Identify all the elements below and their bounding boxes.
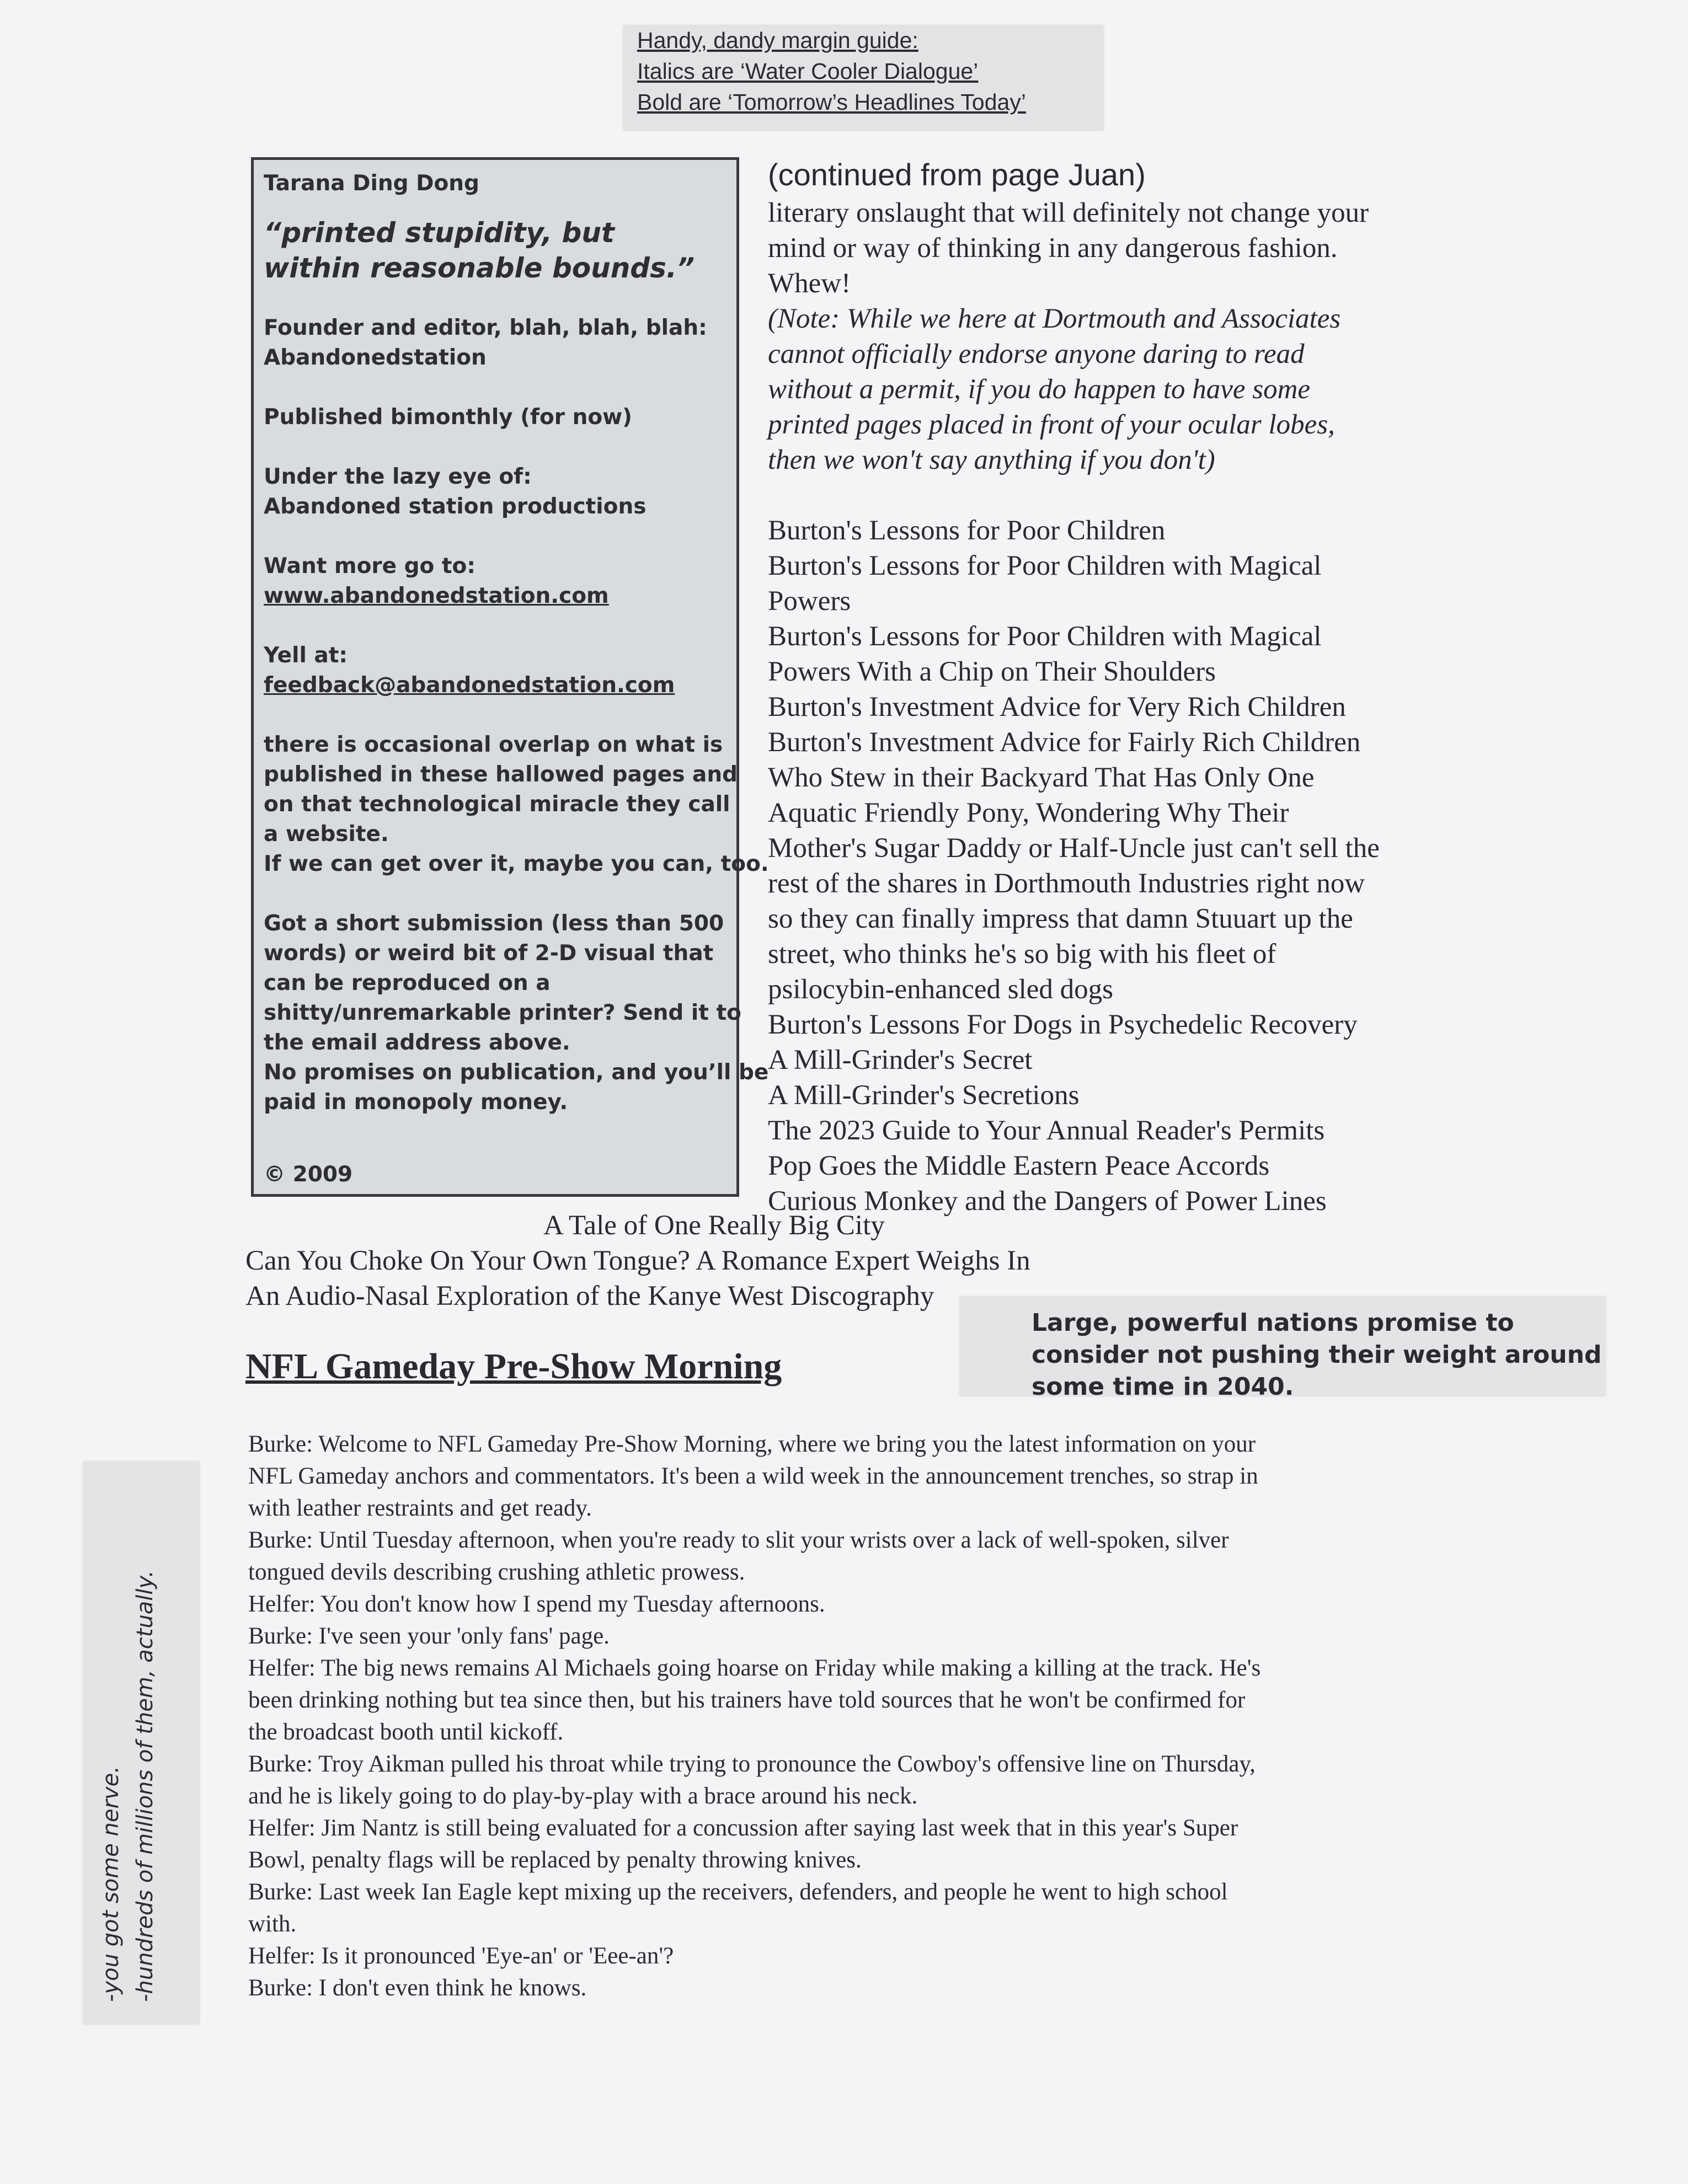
title-line: Burton's Investment Advice for Fairly Rich Children [768, 727, 1361, 758]
title-line: Powers [768, 586, 851, 617]
title-line: psilocybin-enhanced sled dogs [768, 974, 1114, 1005]
overlap-line: If we can get over it, maybe you can, too. [264, 852, 769, 876]
overlap-line: a website. [264, 822, 389, 847]
dialogue-line: Burke: I've seen your 'only fans' page. [248, 1623, 610, 1649]
dialogue-script [248, 1428, 1451, 2004]
title-line: Burton's Lessons for Poor Children with Magical [768, 621, 1322, 652]
dialogue-line: Burke: Welcome to NFL Gameday Pre-Show Morning, where we bring you the latest information on your [248, 1431, 1256, 1457]
copyright: © 2009 [264, 1162, 353, 1187]
lazy-eye-block [264, 462, 728, 522]
submission-line: No promises on publication, and you’ll be [264, 1060, 769, 1085]
motto-line-1: “printed stupidity, but [264, 217, 615, 249]
side-margin-strip [83, 1462, 199, 2024]
title-line: A Mill-Grinder's Secret [768, 1045, 1033, 1075]
headline-strip [960, 1296, 1605, 1401]
note-line: without a permit, if you do happen to have some [768, 374, 1311, 405]
continued-column [768, 154, 1457, 1219]
title-line: Pop Goes the Middle Eastern Peace Accords [768, 1150, 1270, 1181]
dialogue-line: Helfer: Jim Nantz is still being evaluated for a concussion after saying last week that in this year's Super [248, 1815, 1238, 1841]
submission-line: shitty/unremarkable printer? Send it to [264, 1000, 741, 1025]
dialogue-line: Helfer: The big news remains Al Michaels going hoarse on Friday while making a killing at the track. He's [248, 1655, 1261, 1681]
margin-guide-line-2: Italics are ‘Water Cooler Dialogue’ [637, 58, 979, 84]
dialogue-line: with leather restraints and get ready. [248, 1495, 592, 1521]
masthead-motto [264, 215, 728, 286]
note-line: printed pages placed in front of your ocular lobes, [768, 409, 1335, 440]
title-line: Powers With a Chip on Their Shoulders [768, 656, 1216, 687]
title-line: A Tale of One Really Big City [543, 1210, 885, 1241]
section-title: NFL Gameday Pre-Show Morning [245, 1346, 782, 1387]
title-line: so they can finally impress that damn Stuuart up the [768, 903, 1353, 934]
submission-line: can be reproduced on a [264, 971, 551, 995]
margin-guide-strip [623, 25, 1103, 130]
submission-line: paid in monopoly money. [264, 1090, 568, 1115]
submission-line: Got a short submission (less than 500 [264, 911, 724, 936]
title-line: The 2023 Guide to Your Annual Reader's Permits [768, 1115, 1325, 1146]
note-line: then we won't say anything if you don't) [768, 445, 1215, 475]
title-line: Burton's Investment Advice for Very Rich Children [768, 692, 1346, 722]
overlap-note [264, 730, 769, 879]
dialogue-line: Bowl, penalty flags will be replaced by penalty throwing knives. [248, 1847, 862, 1873]
dialogue-line: Helfer: Is it pronounced 'Eye-an' or 'Eee-an'? [248, 1943, 674, 1969]
dialogue-line: Burke: Until Tuesday afternoon, when you're ready to slit your wrists over a lack of well-spoken, silver [248, 1527, 1229, 1553]
dialogue-line: Helfer: You don't know how I spend my Tuesday afternoons. [248, 1591, 825, 1617]
website-link[interactable]: www.abandonedstation.com [264, 584, 609, 608]
title-line: Burton's Lessons for Poor Children [768, 515, 1166, 546]
dialogue-line: Burke: Troy Aikman pulled his throat while trying to pronounce the Cowboy's offensive line on Thursday, [248, 1751, 1256, 1777]
side-strip-line-1: -you got some nerve. [98, 1766, 124, 2002]
submission-line: the email address above. [264, 1030, 570, 1055]
masthead-name: Tarana Ding Dong [264, 171, 479, 196]
submission-note [264, 909, 769, 1117]
title-line: Who Stew in their Backyard That Has Only One [768, 762, 1315, 793]
body-line: Whew! [768, 268, 851, 299]
dialogue-line: the broadcast booth until kickoff. [248, 1719, 564, 1745]
founder-line-2: Abandonedstation [264, 345, 487, 370]
motto-line-2: within reasonable bounds.” [264, 252, 695, 284]
dialogue-line: and he is likely going to do play-by-play with a brace around his neck. [248, 1783, 918, 1809]
title-line: An Audio-Nasal Exploration of the Kanye West Discography [245, 1281, 934, 1312]
founder-line-1: Founder and editor, blah, blah, blah: [264, 315, 707, 340]
overlap-line: there is occasional overlap on what is [264, 732, 723, 757]
feedback-email-link[interactable]: feedback@abandonedstation.com [264, 673, 675, 698]
headline-line-1: Large, powerful nations promise to [1032, 1309, 1514, 1337]
published-note: Published bimonthly (for now) [264, 405, 632, 430]
founder-block [264, 313, 728, 373]
dialogue-line: with. [248, 1911, 297, 1937]
feedback-block [264, 641, 728, 700]
body-line: literary onslaught that will definitely not change your [768, 197, 1369, 228]
submission-line: words) or weird bit of 2-D visual that [264, 941, 714, 966]
headline-line-2: consider not pushing their weight around [1032, 1341, 1602, 1369]
title-line: rest of the shares in Dorthmouth Industries right now [768, 868, 1365, 899]
title-line: Can You Choke On Your Own Tongue? A Romance Expert Weighs In [245, 1245, 1030, 1276]
margin-guide-line-3: Bold are ‘Tomorrow’s Headlines Today’ [637, 89, 1026, 115]
note-line: (Note: While we here at Dortmouth and Associates [768, 303, 1341, 334]
title-line: Mother's Sugar Daddy or Half-Uncle just can't sell the [768, 833, 1380, 864]
masthead-box [251, 157, 769, 1197]
body-line: mind or way of thinking in any dangerous fashion. [768, 233, 1338, 264]
overlap-line: published in these hallowed pages and [264, 762, 738, 787]
title-line: Burton's Lessons for Poor Children with Magical [768, 550, 1322, 581]
title-line: A Mill-Grinder's Secretions [768, 1080, 1080, 1111]
titles-list [768, 513, 1457, 1219]
note-line: cannot officially endorse anyone daring to read [768, 339, 1305, 370]
website-label: Want more go to: [264, 554, 476, 579]
title-line: street, who thinks he's so big with his fleet of [768, 939, 1276, 970]
title-line: Curious Monkey and the Dangers of Power Lines [768, 1186, 1327, 1217]
dialogue-line: tongued devils describing crushing athletic prowess. [248, 1559, 745, 1585]
side-strip-line-2: -hundreds of millions of them, actually. [132, 1570, 158, 2002]
dialogue-line: Burke: Last week Ian Eagle kept mixing up the receivers, defenders, and people he went to high school [248, 1879, 1228, 1905]
lazy-line-1: Under the lazy eye of: [264, 464, 532, 489]
dialogue-line: NFL Gameday anchors and commentators. It's been a wild week in the announcement trenches, so strap in [248, 1463, 1258, 1489]
continued-header: (continued from page Juan) [768, 157, 1146, 192]
title-line: Burton's Lessons For Dogs in Psychedelic Recovery [768, 1009, 1358, 1040]
website-block [264, 552, 728, 611]
headline-line-3: some time in 2040. [1032, 1373, 1294, 1401]
feedback-label: Yell at: [264, 643, 348, 668]
margin-guide-line-1: Handy, dandy margin guide: [637, 28, 918, 53]
lazy-line-2: Abandoned station productions [264, 494, 647, 519]
dialogue-line: Burke: I don't even think he knows. [248, 1975, 587, 2001]
title-line: Aquatic Friendly Pony, Wondering Why Their [768, 797, 1289, 828]
overlap-line: on that technological miracle they call [264, 792, 730, 817]
dialogue-line: been drinking nothing but tea since then, but his trainers have told sources that he won't be confirmed for [248, 1687, 1246, 1713]
